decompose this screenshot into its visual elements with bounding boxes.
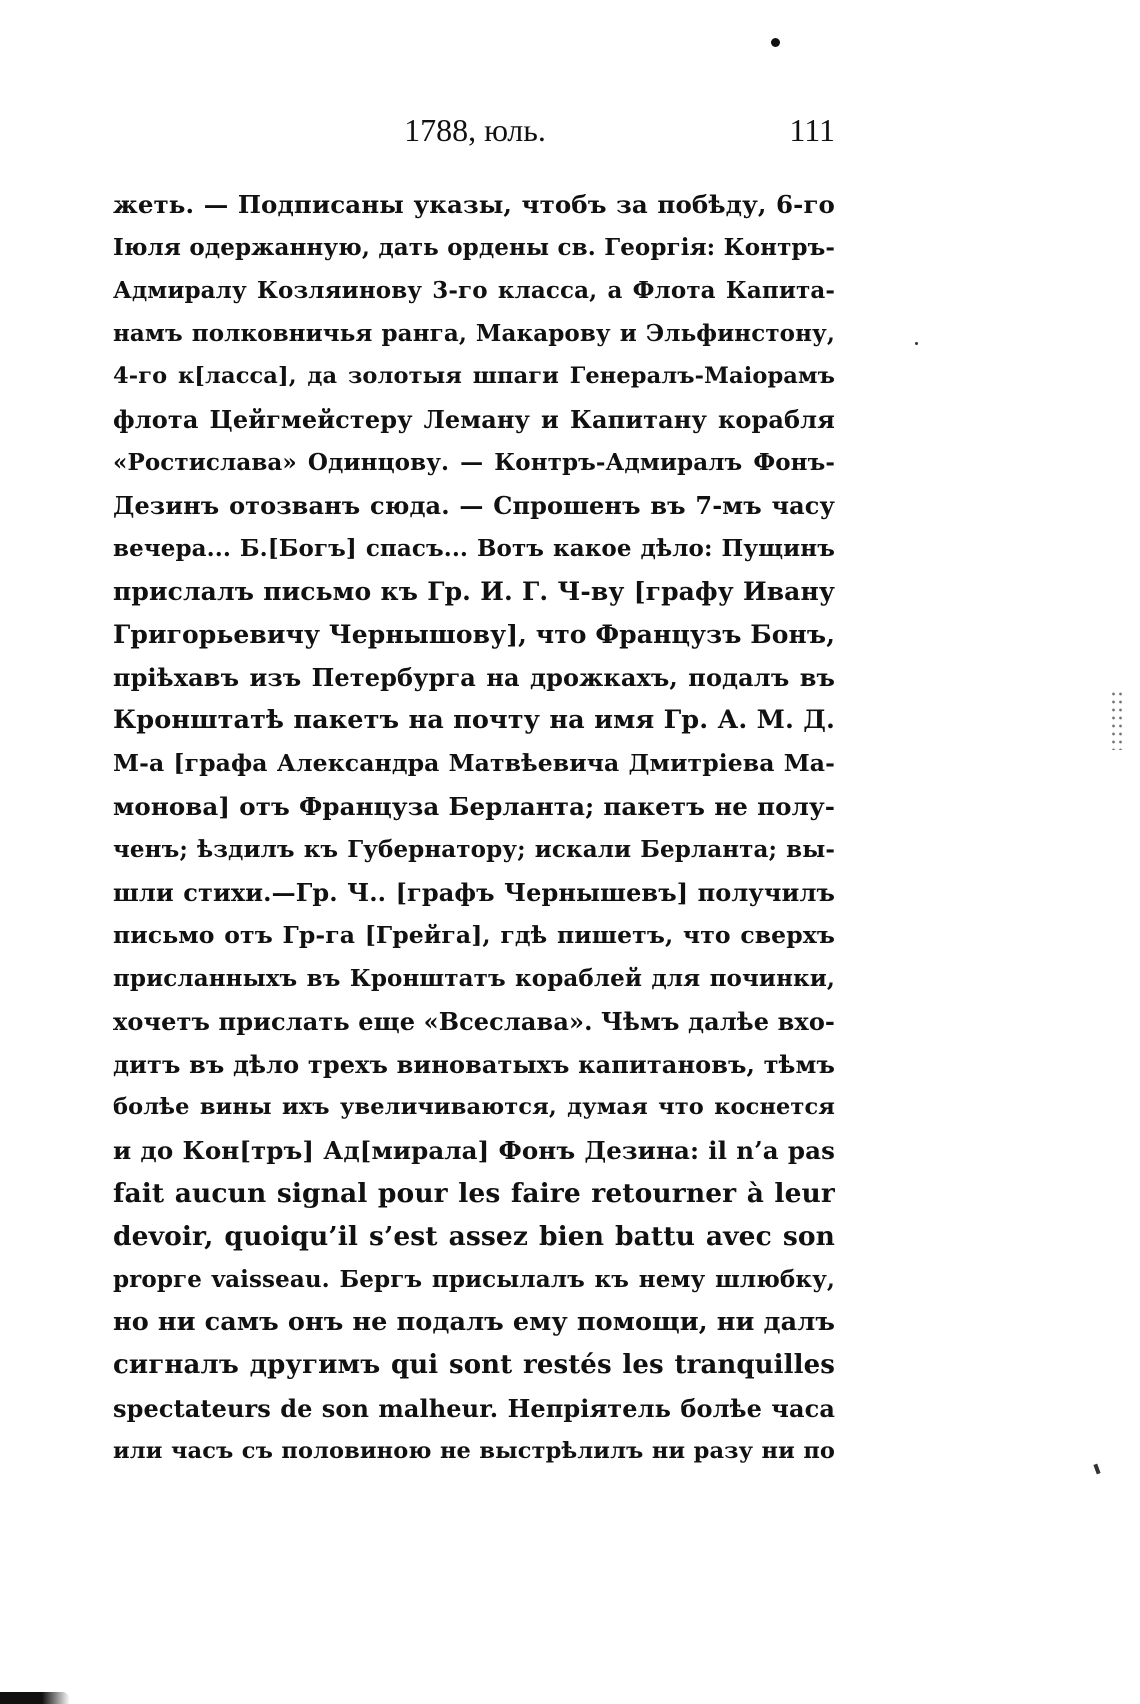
text-line: прислалъ письмо къ Гр. И. Г. Ч-ву [графу Ивану	[113, 577, 835, 606]
text-line: Григорьевичу Чернышову], что Французъ Бонъ,	[113, 620, 835, 649]
text-line: Кронштатѣ пакетъ на почту на имя Гр. А. М. Д.	[113, 705, 835, 735]
margin-dots	[1110, 690, 1124, 750]
text-line: пріѣхавъ изъ Петербурга на дрожкахъ, подалъ въ	[113, 663, 835, 692]
text-line: prорге vaisseau. Бергъ присылалъ къ нему шлюбку,	[113, 1266, 835, 1293]
text-line: spectateurs de son malheur. Непріятель болѣе часа	[113, 1394, 835, 1423]
text-line: дитъ въ дѣло трехъ виноватыхъ капитановъ, тѣмъ	[113, 1050, 835, 1079]
text-line: намъ полковничья ранга, Макарову и Эльфинстону,	[113, 320, 835, 347]
text-line: 4-го к[ласса], да золотыя шпаги Генералъ-Маіорамъ	[113, 363, 835, 389]
page-header	[115, 108, 835, 152]
scan-edge-shadow	[0, 1692, 70, 1704]
text-line: devoir, quoiqu’il s’est assez bien battu avec son	[113, 1221, 835, 1252]
text-line: жеть. — Подписаны указы, чтобъ за побѣду, 6-го	[113, 190, 835, 219]
text-line: флота Цейгмейстеру Леману и Капитану корабля	[113, 405, 835, 434]
ink-dot	[771, 38, 780, 47]
text-line: монова] отъ Француза Берланта; пакетъ не полу-	[113, 792, 835, 821]
text-line: присланныхъ въ Кронштатъ кораблей для починки,	[113, 965, 835, 992]
text-line: М-а [графа Александра Матвѣевича Дмитріева Ма-	[113, 749, 835, 777]
ink-speck	[915, 342, 918, 345]
text-line: шли стихи.—Гр. Ч.. [графъ Чернышевъ] получилъ	[113, 878, 835, 907]
text-line: сигналъ другимъ qui sont restés les tranquilles	[113, 1350, 835, 1380]
ink-speck	[1093, 1464, 1100, 1475]
text-line: fait aucun signal pour les faire retourner à leur	[113, 1178, 835, 1209]
text-line: и до Кон[тръ] Ад[мирала] Фонъ Дезина: il n’a pas	[113, 1136, 835, 1165]
body-text	[113, 183, 835, 1473]
text-line: Адмиралу Козляинову 3-го класса, а Флота Капита-	[113, 277, 835, 304]
running-title: 1788, юль.	[404, 112, 546, 148]
page-number: 111	[789, 112, 835, 148]
text-line: болѣе вины ихъ увеличиваются, думая что коснется	[113, 1094, 835, 1120]
text-line: «Ростислава» Одинцову. — Контръ-Адмиралъ Фонъ-	[113, 449, 835, 476]
text-line: вечера... Б.[Богъ] спасъ... Вотъ какое дѣло: Пущинъ	[113, 535, 835, 562]
text-line: но ни самъ онъ не подалъ ему помощи, ни далъ	[113, 1307, 835, 1337]
text-line: Іюля одержанную, дать ордены св. Георгія: Контръ-	[113, 234, 835, 261]
text-line: письмо отъ Гр-га [Грейга], гдѣ пишетъ, что сверхъ	[113, 921, 835, 949]
text-line: Дезинъ отозванъ сюда. — Спрошенъ въ 7-мъ часу	[113, 491, 835, 520]
text-line: хочетъ прислать еще «Всеслава». Чѣмъ далѣе вхо-	[113, 1007, 835, 1036]
text-line: или часъ съ половиною не выстрѣлилъ ни разу ни по	[113, 1438, 835, 1464]
text-line: ченъ; ѣздилъ къ Губернатору; искали Берланта; вы-	[113, 836, 835, 863]
